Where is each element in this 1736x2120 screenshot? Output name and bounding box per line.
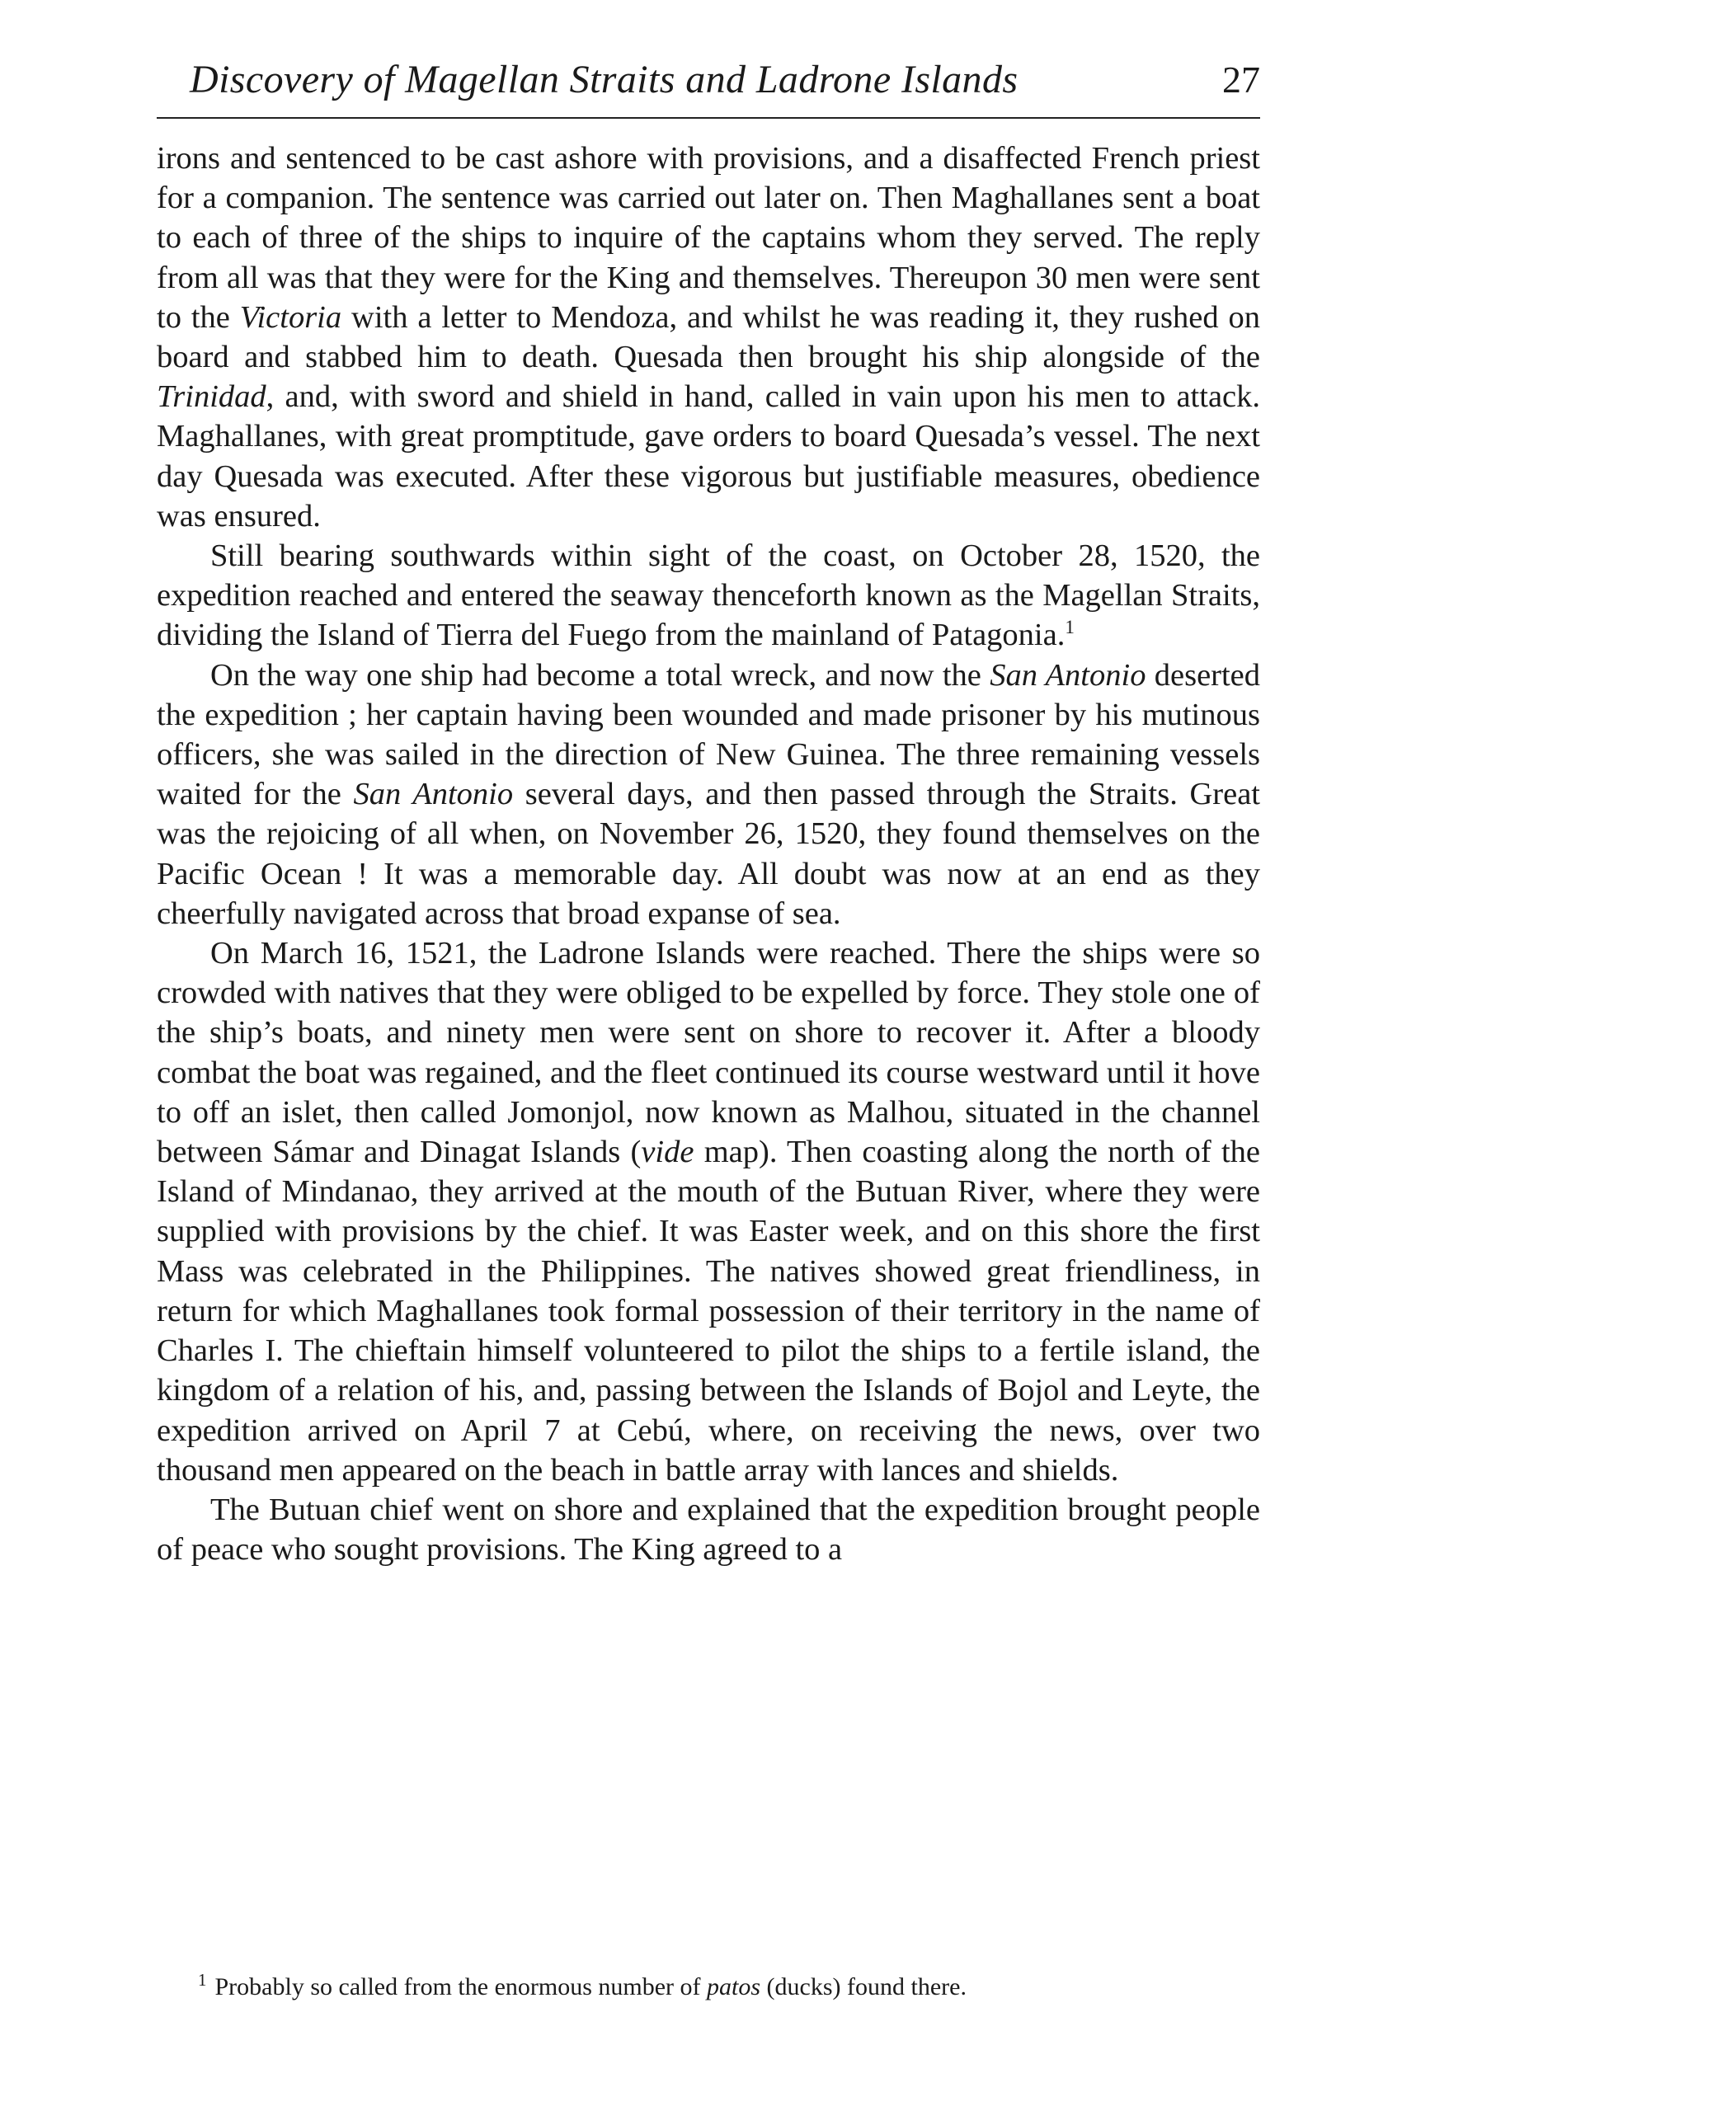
paragraph: The Butuan chief went on shore and explained that the expedition brought people of peace who sought provisions. The King agreed to a <box>157 1492 1260 1568</box>
running-header <box>190 51 1260 109</box>
header-rule <box>157 117 1260 119</box>
paragraph: On March 16, 1521, the Ladrone Islands were reached. There the ships were so crowded with natives that they were obliged to be expelled by force. They stole one of the ship’s boats, and ninety men were sent on shore to recover it. After a bloody combat the boat was regained, and the fleet continued its course westward until it hove to off an islet, then called Jomonjol, now known as Malhou, situated in the channel between Sámar and Dinagat Islands (vide map). Then coasting along the north of the Island of Mindanao, they arrived at the mouth of the Butuan River, where they were supplied with provisions by the chief. It was Easter week, and on this shore the first Mass was celebrated in the Philippines. The natives showed great friendliness, in return for which Maghallanes took formal possession of their territory in the name of Charles I. The chieftain himself volunteered to pilot the ships to a fertile island, the kingdom of a relation of his, and, passing between the Islands of Bojol and Leyte, the expedition arrived on April 7 at Cebú, where, on receiving the news, over two thousand men appeared on the beach in battle array with lances and shields. <box>157 936 1260 1488</box>
page-number: 27 <box>1222 59 1260 101</box>
paragraph: On the way one ship had become a total wreck, and now the San Antonio deserted the expedition ; her captain having been wounded and made prisoner by his mutinous officers, she was sailed in the direction of New Guinea. The three remaining vessels waited for the San Antonio several days, and then passed through the Straits. Great was the rejoicing of all when, on November 26, 1520, they found themselves on the Pacific Ocean ! It was a memorable day. All doubt was now at an end as they cheerfully navigated across that broad expanse of sea. <box>157 657 1261 931</box>
paragraph: irons and sentenced to be cast ashore with provisions, and a disaffected French priest for a companion. The sentence was carried out later on. Then Maghallanes sent a boat to each of three of the ships to inquire of the captains whom they served. The reply from all was that they were for the King and themselves. Thereupon 30 men were sent to the Victoria with a letter to Mendoza, and whilst he was reading it, they rushed on board and stabbed him to death. Quesada then brought his ship alongside of the Trinidad, and, with sword and shield in hand, called in vain upon his men to attack. Maghallanes, with great promptitude, gave orders to board Quesada’s vessel. The next day Quesada was executed. After these vigorous but justifiable measures, obedience was ensured. <box>157 141 1260 534</box>
footnote-mark: 1 <box>198 1970 207 1990</box>
footnote-reference: 1 <box>1065 616 1075 638</box>
body-text <box>157 139 1260 1569</box>
footnote: $^1$ Probably so called from the enormous number of patos (ducks) found there. <box>198 1970 967 2000</box>
running-title: Discovery of Magellan Straits and Ladrone Islands <box>190 58 1019 101</box>
paragraph: Still bearing southwards within sight of the coast, on October 28, 1520, the expedition reached and entered the seaway thenceforth known as the Magellan Straits, dividing the Island of Tierra del Fuego from the mainland of Patagonia.$^1$ <box>157 538 1260 653</box>
